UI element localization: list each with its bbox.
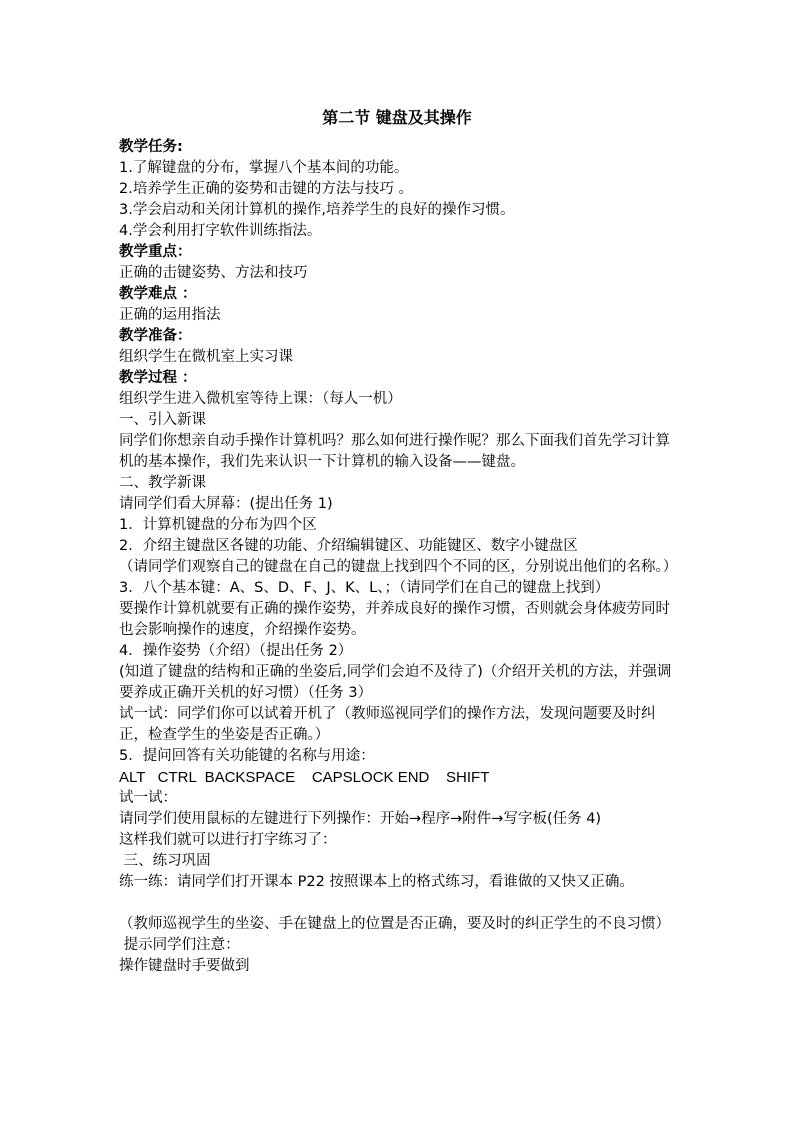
try-it-heading-2: 试一试： [119,790,177,806]
screen-instruction: 请同学们看大屏幕：(提出任务 1) [119,496,333,512]
lesson-item-3: 3．八个基本键：A、S、D、F、J、K、L、；（请同学们在自己的键盘上找到） [119,580,610,596]
difficulty-heading: 教学难点 ： [119,286,197,302]
try-it-paragraph-1: 试一试：同学们你可以试着开机了（教师巡视同学们的操作方法，发现问题要及时纠正，检查学生的坐姿是否正确。） [119,706,656,743]
reminder-line: 提示同学们注意： [119,937,240,953]
lesson-item-1: 1．计算机键盘的分布为四个区 [119,517,317,533]
teacher-patrol-note: （教师巡视学生的坐姿、手在键盘上的位置是否正确，要及时的纠正学生的不良习惯） [119,916,670,932]
key-points-text: 正确的击键姿势、方法和技巧 [119,265,308,281]
preparation-text: 组织学生在微机室上实习课 [119,349,293,365]
lesson-item-2: 2．介绍主键盘区各键的功能、介绍编辑键区、功能键区、数字小键盘区 [119,538,578,554]
final-line: 操作键盘时手要做到 [119,958,250,974]
section-3-heading: 三、练习巩固 [119,853,211,869]
lesson-item-2-note: （请同学们观察自己的键盘在自己的键盘上找到四个不同的区，分别说出他们的名称。） [119,559,678,575]
page-title: 第二节 键盘及其操作 [322,108,472,127]
mouse-instruction: 请同学们使用鼠标的左键进行下列操作：开始→程序→附件→写字板(任务 4) [119,811,602,827]
section-1-heading: 一、引入新课 [119,412,206,428]
preparation-heading: 教学准备： [119,328,192,344]
process-line-1: 组织学生进入微机室等待上课：（每人一机） [119,391,402,407]
lesson-item-5: 5．提问回答有关功能键的名称与用途： [119,748,375,764]
lesson-item-4: 4．操作姿势（介绍）（提出任务 2） [119,643,353,659]
blank-line [119,893,679,914]
lesson-item-3-note: 要操作计算机就要有正确的操作姿势，并养成良好的操作习惯，否则就会身体疲劳同时也会影响操作的速度，介绍操作姿势。 [119,601,670,638]
practice-paragraph: 练一练：请同学们打开课本 P22 按照课本上的格式练习，看谁做的又快又正确。 [119,874,634,890]
section-2-heading: 二、教学新课 [119,475,206,491]
typing-practice-line: 这样我们就可以进行打字练习了： [119,832,337,848]
function-keys-list: ALT CTRL BACKSPACE CAPSLOCK END SHIFT [119,769,490,786]
key-points-heading: 教学重点： [119,244,192,260]
document-body [119,137,679,977]
task-heading: 教学任务: [119,139,183,155]
task-item-1: 1.了解键盘的分布，掌握八个基本间的功能。 [119,160,409,176]
lesson-item-4-note: (知道了键盘的结构和正确的坐姿后,同学们会迫不及待了)（介绍开关机的方法，并强调要养成正确开关机的好习惯）（任务 3） [119,664,672,701]
intro-paragraph: 同学们你想亲自动手操作计算机吗？那么如何进行操作呢？那么下面我们首先学习计算机的基本操作，我们先来认识一下计算机的输入设备——键盘。 [119,433,670,470]
difficulty-text: 正确的运用指法 [119,307,221,323]
process-heading: 教学过程 ： [119,370,197,386]
task-item-4: 4.学会利用打字软件训练指法。 [119,223,322,239]
task-item-3: 3.学会启动和关闭计算机的操作,培养学生的良好的操作习惯。 [119,202,515,218]
task-item-2: 2.培养学生正确的姿势和击键的方法与技巧 。 [119,181,413,197]
